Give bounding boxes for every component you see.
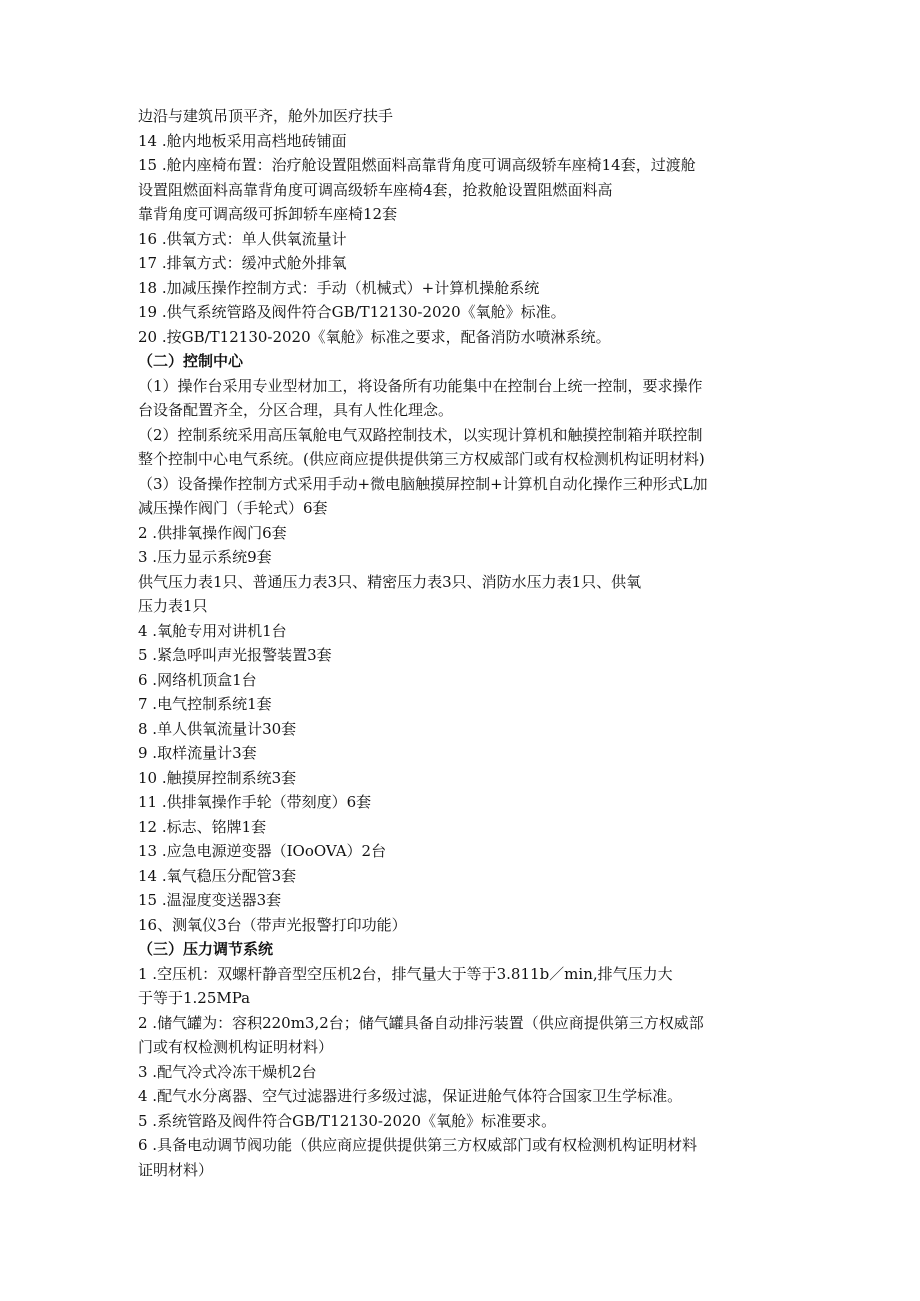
list-item: 18 .加减压操作控制方式：手动（机械式）+计算机操舱系统 bbox=[138, 278, 540, 297]
text-line: 压力表1只 bbox=[138, 597, 208, 615]
list-item: （2）控制系统采用高压氧舱电气双路控制技术，以实现计算机和触摸控制箱并联控制 bbox=[138, 425, 703, 444]
list-item: 14 .舱内地板采用高档地砖铺面 bbox=[138, 131, 347, 150]
list-item: 1 .空压机：双螺杆静音型空压机2台，排气量大于等于3.811b／min,排气压力大 bbox=[138, 964, 673, 983]
list-item: 14 .氧气稳压分配管3套 bbox=[138, 866, 297, 885]
list-item: 6 .网络机顶盒1台 bbox=[138, 670, 257, 689]
list-item: 3 .配气冷式冷冻干燥机2台 bbox=[138, 1062, 317, 1081]
list-item: 11 .供排氧操作手轮（带刻度）6套 bbox=[138, 793, 372, 811]
list-item: 16、测氧仪3台（带声光报警打印功能） bbox=[138, 915, 407, 934]
text-line: 于等于1.25MPa bbox=[138, 989, 251, 1007]
text-line: 门或有权检测机构证明材料） bbox=[138, 1038, 334, 1056]
list-item: 3 .压力显示系统9套 bbox=[138, 548, 272, 566]
text-line: 整个控制中心电气系统。(供应商应提供提供第三方权威部门或有权检测机构证明材料) bbox=[138, 450, 705, 468]
list-item: 8 .单人供氧流量计30套 bbox=[138, 719, 297, 738]
text-line: 减压操作阀门（手轮式）6套 bbox=[138, 499, 328, 517]
list-item: （3）设备操作控制方式采用手动+微电脑触摸屏控制+计算机自动化操作三种形式L加 bbox=[138, 474, 708, 493]
section-heading-control-center: （二）控制中心 bbox=[138, 352, 244, 370]
list-item: 5 .系统管路及阀件符合GB/T12130-2020《氧舱》标准要求。 bbox=[138, 1111, 557, 1130]
list-item: 19 .供气系统管路及阀件符合GB/T12130-2020《氧舱》标准。 bbox=[138, 303, 566, 321]
list-item: 2 .供排氧操作阀门6套 bbox=[138, 523, 287, 542]
list-item: 6 .具备电动调节阀功能（供应商应提供提供第三方权威部门或有权检测机构证明材料 bbox=[138, 1136, 698, 1154]
list-item: 10 .触摸屏控制系统3套 bbox=[138, 768, 297, 787]
text-line: 台设备配置齐全，分区合理，具有人性化理念。 bbox=[138, 401, 454, 419]
text-line: 边沿与建筑吊顶平齐，舱外加医疗扶手 bbox=[138, 107, 394, 125]
text-line: 供气压力表1只、普通压力表3只、精密压力表3只、消防水压力表1只、供氧 bbox=[138, 572, 642, 591]
section-heading-pressure-system: （三）压力调节系统 bbox=[138, 940, 274, 958]
text-line: 靠背角度可调高级可拆卸轿车座椅12套 bbox=[138, 205, 398, 223]
list-item: 17 .排氧方式：缓冲式舱外排氧 bbox=[138, 254, 347, 272]
list-item: 2 .储气罐为：容积220m3,2台；储气罐具备自动排污装置（供应商提供第三方权威部 bbox=[138, 1013, 704, 1032]
list-item: 20 .按GB/T12130-2020《氧舱》标准之要求，配备消防水喷淋系统。 bbox=[138, 327, 611, 346]
list-item: 12 .标志、铭牌1套 bbox=[138, 817, 267, 836]
text-line: 证明材料） bbox=[138, 1160, 214, 1179]
text-line: 设置阻燃面料高靠背角度可调高级轿车座椅4套，抢救舱设置阻燃面料高 bbox=[138, 180, 613, 199]
list-item: （1）操作台采用专业型材加工，将设备所有功能集中在控制台上统一控制，要求操作 bbox=[138, 376, 703, 395]
list-item: 7 .电气控制系统1套 bbox=[138, 695, 272, 713]
list-item: 15 .舱内座椅布置：治疗舱设置阻燃面料高靠背角度可调高级轿车座椅14套，过渡舱 bbox=[138, 156, 696, 174]
list-item: 4 .氧舱专用对讲机1台 bbox=[138, 621, 287, 640]
list-item: 16 .供氧方式：单人供氧流量计 bbox=[138, 229, 347, 248]
list-item: 4 .配气水分离器、空气过滤器进行多级过滤，保证进舱气体符合国家卫生学标准。 bbox=[138, 1087, 683, 1105]
list-item: 13 .应急电源逆变器（IOoOVA）2台 bbox=[138, 842, 387, 860]
list-item: 15 .温湿度变送器3套 bbox=[138, 891, 282, 909]
list-item: 5 .紧急呼叫声光报警装置3套 bbox=[138, 646, 332, 664]
list-item: 9 .取样流量计3套 bbox=[138, 744, 257, 762]
